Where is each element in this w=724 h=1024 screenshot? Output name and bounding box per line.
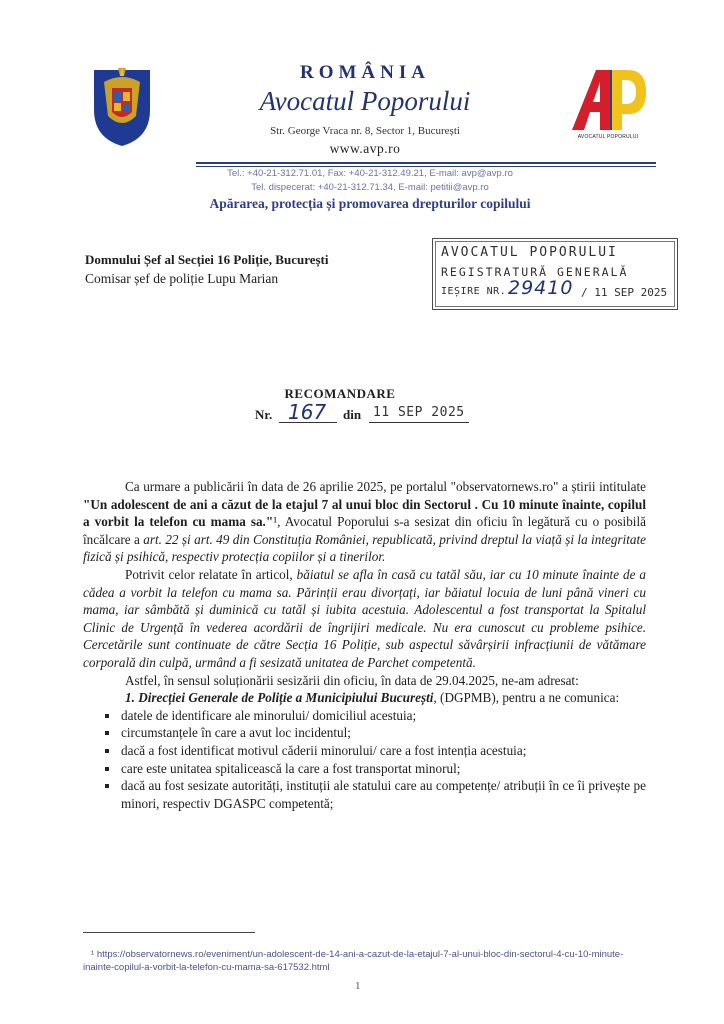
avocatul-poporului-logo-icon bbox=[566, 64, 650, 146]
p1-intro: Ca urmare a publicării în data de 26 aprilie 2025, pe portalul "observatornews.ro" a știrii intitulate bbox=[125, 479, 646, 494]
recipient-line-2: Comisar șef de poliție Lupu Marian bbox=[85, 271, 279, 286]
list-item: dacă a fost identificat motivul căderii minorului/ care a fost intenția acestuia; bbox=[105, 742, 646, 760]
p1-article-title: "Un adolescent de ani a căzut de la etajul 7 al unui bloc din Sectorul . Cu 10 minute înainte, copilul a vorbit la telefon cu mama sa." bbox=[83, 496, 646, 530]
stamp-date: / 11 SEP 2025 bbox=[581, 286, 668, 299]
institution-website[interactable]: www.avp.ro bbox=[329, 141, 401, 156]
paragraph-2 bbox=[83, 566, 646, 672]
contact-dispatcher: Tel. dispecerat: +40-21-312.71.34, E-mail: petitii@avp.ro bbox=[251, 182, 489, 193]
list-item: dacă au fost sesizate autorități, instituții ale statului care au competențe/ atribuții în ce îi privește pe minori, respectiv DGASPC competentă; bbox=[105, 777, 646, 812]
list-item: care este unitatea spitalicească la care a fost transportat minorul; bbox=[105, 760, 646, 778]
letter-body bbox=[83, 478, 646, 812]
stamp-exit-number: 29410 bbox=[508, 277, 574, 299]
institution-name: Avocatul Poporului bbox=[259, 86, 471, 116]
p4-addressee: 1. Direcției Generale de Poliție a Municipiului București bbox=[125, 690, 434, 706]
recipient-line-1: Domnului Șef al Secției 16 Poliție, București bbox=[85, 252, 329, 267]
paragraph-1 bbox=[83, 478, 646, 566]
department-motto: Apărarea, protecția și promovarea drepturilor copilului bbox=[209, 196, 531, 211]
footnote[interactable] bbox=[83, 948, 646, 974]
footnote-url[interactable]: https://observatornews.ro/eveniment/un-adolescent-de-14-ani-a-cazut-de-la-etajul-7-al-unui-bloc-din-sectorul-4-cu-10-minute-inainte-copilul-a-vorbit-la-telefon-cu-mama-sa-617532.html bbox=[83, 949, 624, 973]
nr-value: 167 bbox=[288, 400, 327, 424]
stamp-exit-label: IEȘIRE NR. bbox=[441, 286, 507, 297]
footnote-marker: ¹ bbox=[91, 949, 95, 960]
registry-stamp bbox=[432, 238, 678, 310]
paragraph-3: Astfel, în sensul soluționării sesizării din oficiu, în data de 29.04.2025, ne-am adresat: bbox=[125, 672, 579, 688]
din-value: 11 SEP 2025 bbox=[373, 405, 465, 420]
list-item: circumstanțele în care a avut loc incidentul; bbox=[105, 724, 646, 742]
footnote-divider bbox=[83, 932, 255, 933]
page-number: 1 bbox=[355, 980, 361, 992]
stamp-institution: AVOCATUL POPORULUI bbox=[441, 245, 618, 260]
header-divider-thin bbox=[196, 166, 656, 167]
p1-legal-basis: art. 22 și art. 49 din Constituția României, republicată, privind dreptul la viață și la integritate fizică și psihică, respectiv protecția copiilor și a tinerilor. bbox=[83, 531, 646, 565]
request-list bbox=[83, 707, 646, 813]
country-name: ROMÂNIA bbox=[300, 62, 430, 83]
nr-label: Nr. bbox=[255, 407, 273, 422]
contact-phone-email: Tel.: +40-21-312.71.01, Fax: +40-21-312.49.21, E-mail: avp@avp.ro bbox=[227, 168, 513, 179]
document-title: RECOMANDARE bbox=[284, 386, 396, 401]
stamp-registry: REGISTRATURĂ GENERALĂ bbox=[441, 265, 629, 279]
romania-coat-of-arms-icon bbox=[90, 64, 154, 148]
logo-caption: AVOCATUL POPORULUI bbox=[577, 134, 639, 140]
din-label: din bbox=[343, 407, 362, 422]
header-divider bbox=[196, 162, 656, 164]
din-underline bbox=[369, 422, 469, 423]
list-item: datele de identificare ale minorului/ domiciliul acestuia; bbox=[105, 707, 646, 725]
institution-address: Str. George Vraca nr. 8, Sector 1, București bbox=[270, 125, 460, 137]
p1-middle: ¹, Avocatul Poporului s-a sesizat din oficiu în legătură cu o posibilă încălcare a bbox=[83, 514, 646, 547]
paragraph-4 bbox=[83, 689, 646, 707]
document-number-row bbox=[255, 401, 485, 425]
p2-intro: Potrivit celor relatate în articol, bbox=[125, 566, 297, 582]
p2-article-summary: băiatul se afla în casă cu tatăl său, iar cu 10 minute înainte de a cădea a vorbit la telefon cu mama sa. Părinții erau divorțați, iar băiatul locuia de luni până vineri cu mama, iar sâmbătă și duminică cu tatăl și iubita acestuia. Adolescentul a fost transportat la Spitalul Clinic de Urgență în vederea acordării de îngrijiri medicale. Nu era cunoscut cu probleme psihice. Cercetările sunt continuate de către Secția 16 Poliție, sub aspectul săvârșirii infracțiunii de vătămare corporală din culpă, urmând a fi sesizată unitatea de Parchet competentă. bbox=[83, 566, 646, 670]
p4-rest: , (DGPMB), pentru a ne comunica: bbox=[433, 690, 620, 706]
